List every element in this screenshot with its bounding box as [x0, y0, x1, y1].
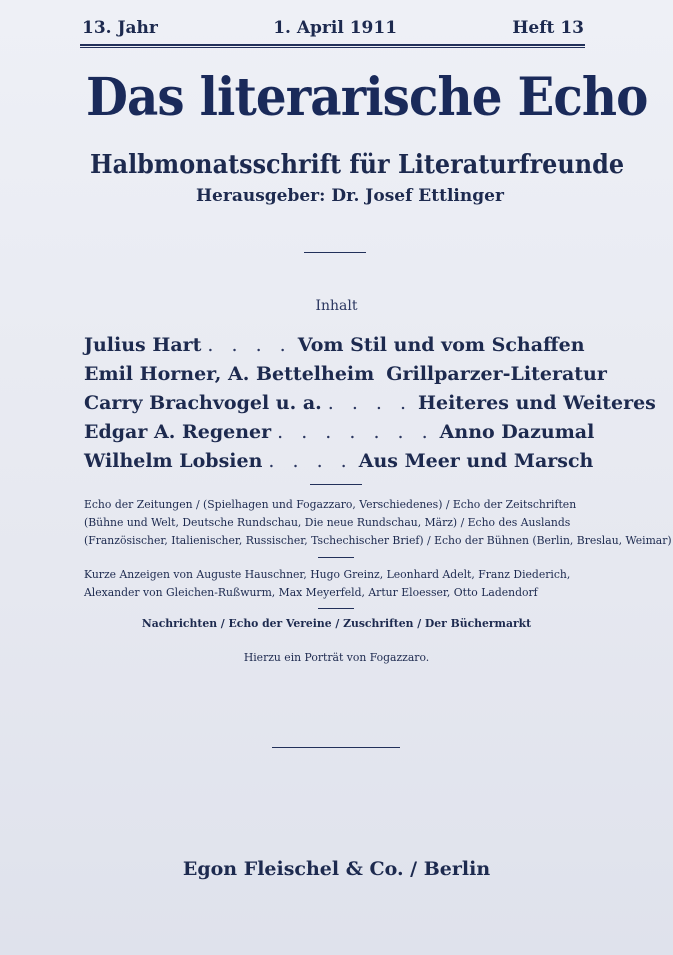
header-rule — [80, 44, 585, 46]
footer-divider — [272, 747, 400, 748]
entry-leader: . . . . — [268, 450, 353, 472]
entry-author: Emil Horner, A. Bettelheim — [84, 363, 375, 385]
entry-leader: . . . . — [327, 392, 413, 414]
contents-list — [84, 334, 656, 479]
echo-line: (Französischer, Italienischer, Russischer, Tschechischer Brief) / Echo der Bühnen (Berlin, Breslau, Weimar) — [84, 534, 672, 547]
entry-title: Vom Stil und vom Schaffen — [297, 334, 585, 356]
reviews-divider — [318, 608, 354, 609]
sections-line: Nachrichten / Echo der Vereine / Zuschriften / Der Büchermarkt — [141, 617, 532, 630]
masthead-title: Das literarische Echo — [86, 67, 648, 128]
contents-heading: Inhalt — [315, 298, 358, 314]
issue-number: Heft 13 — [512, 18, 584, 38]
entry-title: Grillparzer-Literatur — [386, 363, 607, 385]
publisher-imprint: Egon Fleischel & Co. / Berlin — [182, 858, 491, 880]
contents-entry — [84, 392, 656, 421]
echo-divider — [318, 557, 354, 558]
entry-author: Wilhelm Lobsien — [84, 450, 263, 472]
entry-leader: . . . . — [207, 334, 292, 356]
reviews-line: Alexander von Gleichen-Rußwurm, Max Meyerfeld, Artur Eloesser, Otto Ladendorf — [84, 586, 538, 599]
contents-entry — [84, 363, 607, 392]
masthead-subtitle: Halbmonatsschrift für Literaturfreunde — [90, 150, 625, 180]
echo-line: (Bühne und Welt, Deutsche Rundschau, Die neue Rundschau, März) / Echo des Auslands — [84, 516, 571, 529]
issue-header — [82, 18, 584, 38]
header-rule-thin — [80, 47, 585, 48]
issue-date: 1. April 1911 — [273, 18, 398, 38]
entry-title: Aus Meer und Marsch — [358, 450, 594, 472]
entry-author: Julius Hart — [84, 334, 202, 356]
entry-title: Anno Dazumal — [439, 421, 595, 443]
entry-leader: . . . . . . . — [277, 421, 434, 443]
editor-line: Herausgeber: Dr. Josef Ettlinger — [196, 186, 504, 206]
reviews-line: Kurze Anzeigen von Auguste Hauschner, Hugo Greinz, Leonhard Adelt, Franz Diederich, — [84, 568, 571, 581]
portrait-note: Hierzu ein Porträt von Fogazzaro. — [243, 651, 430, 664]
echo-line: Echo der Zeitungen / (Spielhagen und Fogazzaro, Verschiedenes) / Echo der Zeitschriften — [84, 498, 577, 511]
contents-entry — [84, 450, 594, 479]
contents-entry — [84, 421, 595, 450]
entry-title: Heiteres und Weiteres — [418, 392, 656, 414]
volume-label: 13. Jahr — [82, 18, 158, 38]
contents-divider — [310, 484, 362, 485]
entry-author: Carry Brachvogel u. a. — [84, 392, 322, 414]
entry-author: Edgar A. Regener — [84, 421, 272, 443]
contents-entry — [84, 334, 584, 363]
echo-section — [84, 496, 672, 550]
reviews-section — [84, 566, 586, 602]
masthead-divider — [304, 252, 366, 253]
